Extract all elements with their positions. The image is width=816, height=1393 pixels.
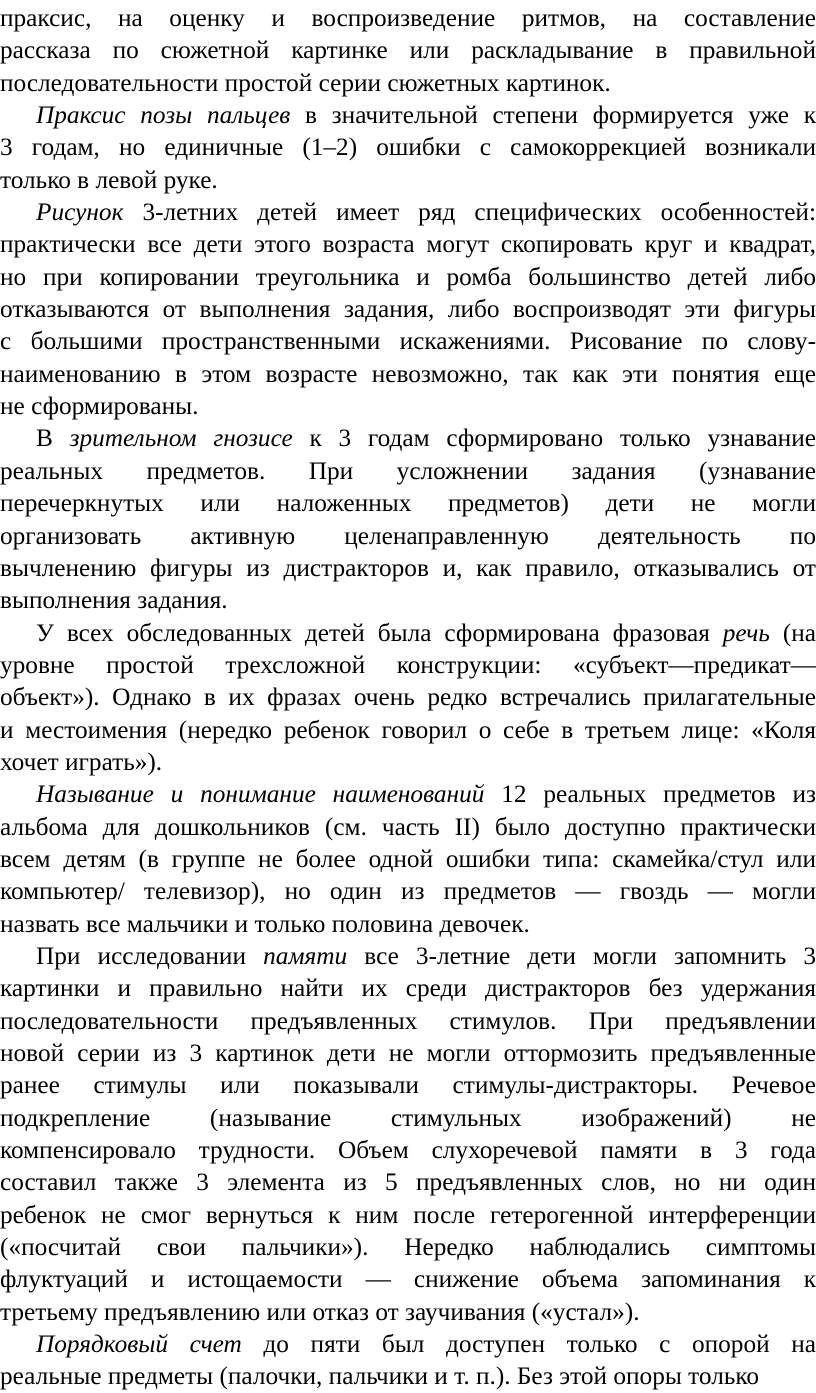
text-run: рассказа по сюжетной картинке или раскладывание в правильной [0,36,816,65]
text-run: реальных предметов. При усложнении задания (узнавание [0,456,816,485]
text-line [0,293,816,325]
text-run: с большими пространственными искажениями. Рисование по слову- [0,327,816,356]
text-run: 3 годам, но единичные (1–2) ошибки с самокоррекцией возникали [0,133,816,162]
text-run: третьему предъявлению или отказ от заучивания («устал»). [0,1297,640,1326]
text-line [0,778,816,810]
text-line [0,1231,816,1263]
text-line [0,228,816,260]
text-run: к 3 годам сформировано только узнавание [292,424,816,453]
text-line [0,390,816,422]
text-run: перечеркнутых или наложенных предметов) дети не могли [0,489,816,518]
text-line [0,972,816,1004]
text-line [0,649,816,681]
text-line [0,1166,816,1198]
text-run: У всех обследованных детей была сформирована фразовая [36,618,723,647]
text-line [0,843,816,875]
text-run: но при копировании треугольника и ромба большинство детей либо [0,262,816,291]
text-run: При исследовании [36,941,264,970]
text-run: альбома для дошкольников (см. часть II) было доступно практически [0,812,816,841]
text-line [0,811,816,843]
italic-term: Праксис позы пальцев [36,101,291,130]
text-line [0,358,816,390]
italic-term: памяти [263,941,348,970]
text-run: организовать активную целенаправленную деятельность по [0,521,816,550]
text-line [0,875,816,907]
text-run: последовательности простой серии сюжетных картинок. [0,68,611,97]
text-run: назвать все мальчики и только половина девочек. [0,909,530,938]
text-run: вычленению фигуры из дистракторов и, как правило, отказывались от [0,553,816,582]
text-run: уровне простой трехсложной конструкции: «субъект—предикат— [0,650,816,679]
text-run: составил также 3 элемента из 5 предъявленных слов, но ни один [0,1168,816,1197]
text-run: отказываются от выполнения задания, либо воспроизводят эти фигуры [0,295,816,324]
text-run: и местоимения (нередко ребенок говорил о себе в третьем лице: «Коля [0,715,816,744]
text-run: ребенок не смог вернуться к ним после гетерогенной интерференции [0,1200,816,1229]
text-run: не сформированы. [0,392,199,421]
text-run: 12 реальных предметов из [484,780,816,809]
italic-term: Называние и понимание наименований [36,780,485,809]
text-line [0,940,816,972]
document-body [0,2,816,1393]
text-line [0,1263,816,1295]
text-line [0,261,816,293]
text-line [0,1199,816,1231]
text-run: хочет играть»). [0,747,163,776]
text-line [0,99,816,131]
text-run: ранее стимулы или показывали стимулы-дистракторы. Речевое [0,1071,816,1100]
text-run: реальные предметы (палочки, пальчики и т. п.). Без этой опоры только [0,1362,760,1391]
text-line [0,1360,816,1392]
text-line [0,1134,816,1166]
text-line [0,520,816,552]
text-line [0,34,816,66]
text-run: новой серии из 3 картинок дети не могли оттормозить предъявленные [0,1039,816,1067]
text-run: последовательности предъявленных стимулов. При предъявлении [0,1006,816,1035]
text-run: всем детям (в группе не более одной ошибки типа: скамейка/стул или [0,844,816,873]
text-line [0,1037,816,1069]
paragraph-finger-praxis [0,99,816,196]
text-line [0,617,816,649]
text-line [0,196,816,228]
text-line [0,584,816,616]
text-run: наименованию в этом возрасте невозможно, так как эти понятия еще [0,359,816,388]
text-line [0,1328,816,1360]
text-line [0,131,816,163]
text-line [0,746,816,778]
text-run: объект»). Однако в их фразах очень редко встречались прилагательные [0,683,816,712]
text-run: компьютер/ телевизор), но один из предметов — гвоздь — могли [0,877,816,906]
paragraph-speech [0,617,816,779]
paragraph-visual-gnosis [0,422,816,616]
italic-term: зрительном гнозисе [69,424,293,453]
text-run: выполнения задания. [0,586,228,615]
text-run: праксис, на оценку и воспроизведение ритмов, на составление [0,4,816,32]
text-line [0,164,816,196]
paragraph-drawing [0,196,816,422]
text-run: (на [769,618,816,647]
paragraph-naming [0,778,816,940]
text-line [0,422,816,454]
text-line [0,1296,816,1328]
italic-term: речь [722,618,770,647]
text-run: в значительной степени формируется уже к [290,101,816,130]
text-line [0,325,816,357]
text-line [0,1102,816,1134]
text-line [0,681,816,713]
text-run: В [36,424,70,453]
text-line [0,1005,816,1037]
paragraph-praxis-intro [0,2,816,99]
text-line [0,455,816,487]
text-run: подкрепление (называние стимульных изображений) не [0,1103,816,1132]
text-run: до пяти был доступен только с опорой на [241,1330,816,1359]
text-run: 3-летних детей имеет ряд специфических особенностей: [123,198,816,227]
paragraph-memory [0,940,816,1328]
text-run: («посчитай свои пальчики»). Нередко наблюдались симптомы [0,1233,816,1262]
text-line [0,1069,816,1101]
text-line [0,2,816,34]
text-run: компенсировало трудности. Объем слухоречевой памяти в 3 года [0,1136,816,1165]
italic-term: Порядковый счет [36,1330,242,1359]
text-line [0,552,816,584]
text-run: практически все дети этого возраста могут скопировать круг и квадрат, [0,230,816,259]
text-line [0,487,816,519]
text-run: флуктуаций и истощаемости — снижение объема запоминания к [0,1265,816,1294]
text-run: все 3-летние дети могли запомнить 3 [347,941,816,970]
italic-term: Рисунок [36,198,124,227]
text-line [0,714,816,746]
paragraph-counting [0,1328,816,1393]
text-run: только в левой руке. [0,165,218,194]
text-line [0,67,816,99]
text-line [0,908,816,940]
text-run: картинки и правильно найти их среди дистракторов без удержания [0,974,816,1003]
